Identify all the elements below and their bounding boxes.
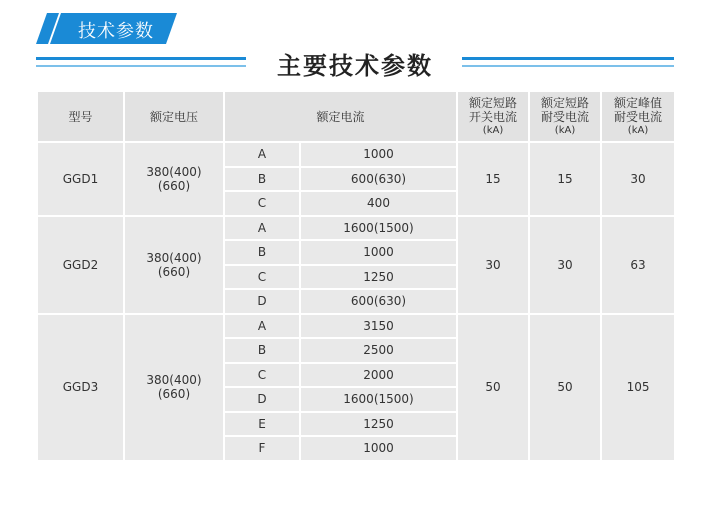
- cell-grade: D: [224, 289, 300, 314]
- header-withstand-unit: (kA): [554, 124, 576, 136]
- cell-current: 1000: [300, 142, 457, 167]
- cell-withstand: 15: [529, 142, 601, 216]
- table-row: [37, 216, 675, 241]
- section-label: 技术参数: [78, 21, 154, 42]
- title-stripe-left-thin: [36, 65, 246, 67]
- cell-grade: A: [224, 216, 300, 241]
- cell-model: GGD3: [37, 314, 124, 461]
- voltage-line1: 380(400): [146, 250, 202, 265]
- cell-current: 1250: [300, 412, 457, 437]
- cell-peak: 63: [601, 216, 675, 314]
- voltage-line2: (660): [157, 387, 191, 401]
- cell-grade: E: [224, 412, 300, 437]
- section-banner: [36, 13, 177, 44]
- cell-grade: B: [224, 240, 300, 265]
- cell-current: 2000: [300, 363, 457, 388]
- cell-grade: B: [224, 338, 300, 363]
- cell-current: 1000: [300, 436, 457, 461]
- header-withstand-current: [529, 91, 601, 142]
- voltage-line2: (660): [157, 264, 191, 279]
- cell-grade: A: [224, 142, 300, 167]
- cell-peak: 105: [601, 314, 675, 461]
- header-withstand-line2: 耐受电流: [541, 109, 590, 124]
- header-rated-current: 额定电流: [224, 91, 457, 142]
- cell-grade: C: [224, 191, 300, 216]
- voltage-line1: 380(400): [146, 373, 202, 387]
- cell-breaking: 50: [457, 314, 529, 461]
- page-title: 主要技术参数: [277, 52, 433, 80]
- cell-model: GGD1: [37, 142, 124, 216]
- cell-voltage: [124, 314, 224, 461]
- table-row: [37, 314, 675, 339]
- cell-grade: B: [224, 167, 300, 192]
- cell-grade: F: [224, 436, 300, 461]
- cell-current: 3150: [300, 314, 457, 339]
- cell-grade: C: [224, 363, 300, 388]
- cell-current: 1000: [300, 240, 457, 265]
- header-breaking-line1: 额定短路: [469, 95, 518, 110]
- cell-current: 600(630): [300, 167, 457, 192]
- header-peak-line1: 额定峰值: [614, 95, 663, 110]
- cell-voltage: [124, 142, 224, 216]
- table-header-row: [37, 91, 675, 142]
- cell-current: 400: [300, 191, 457, 216]
- cell-grade: C: [224, 265, 300, 290]
- header-breaking-unit: (kA): [482, 124, 504, 136]
- cell-withstand: 30: [529, 216, 601, 314]
- header-breaking-current: [457, 91, 529, 142]
- header-withstand-line1: 额定短路: [541, 95, 590, 110]
- cell-breaking: 15: [457, 142, 529, 216]
- header-peak-line2: 耐受电流: [614, 109, 663, 124]
- cell-current: 600(630): [300, 289, 457, 314]
- header-peak-current: [601, 91, 675, 142]
- cell-withstand: 50: [529, 314, 601, 461]
- cell-peak: 30: [601, 142, 675, 216]
- header-model: 型号: [37, 91, 124, 142]
- table-row: [37, 142, 675, 167]
- cell-current: 1250: [300, 265, 457, 290]
- cell-current: 2500: [300, 338, 457, 363]
- voltage-line2: (660): [157, 178, 191, 193]
- cell-current: 1600(1500): [300, 387, 457, 412]
- header-rated-voltage: 额定电压: [124, 91, 224, 142]
- cell-model: GGD2: [37, 216, 124, 314]
- voltage-line1: 380(400): [146, 164, 202, 179]
- title-stripe-right: [462, 57, 674, 60]
- cell-voltage: [124, 216, 224, 314]
- cell-breaking: 30: [457, 216, 529, 314]
- title-stripe-left: [36, 57, 246, 60]
- cell-grade: D: [224, 387, 300, 412]
- header-breaking-line2: 开关电流: [469, 109, 518, 124]
- header-peak-unit: (kA): [627, 124, 649, 136]
- cell-current: 1600(1500): [300, 216, 457, 241]
- title-stripe-right-thin: [462, 65, 674, 67]
- spec-table: [36, 90, 676, 462]
- cell-grade: A: [224, 314, 300, 339]
